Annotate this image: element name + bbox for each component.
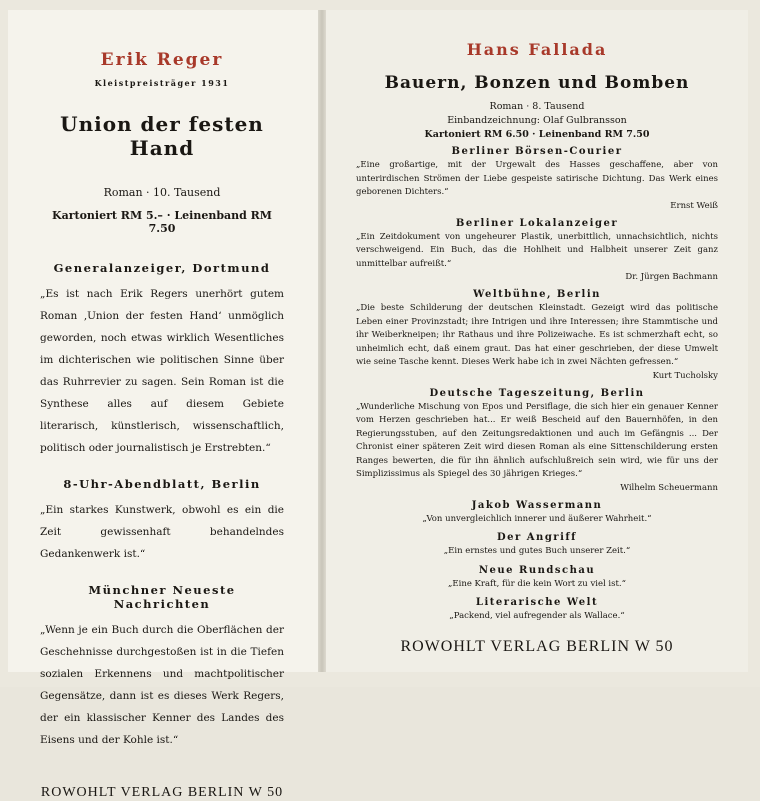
review-source: Literarische Welt bbox=[475, 597, 599, 608]
review-source: Neue Rundschau bbox=[478, 564, 596, 576]
center-fold bbox=[318, 10, 326, 672]
book-title: Bauern, Bonzen und Bomben bbox=[384, 73, 690, 93]
review-signature: Kurt Tucholsky bbox=[652, 370, 718, 381]
review-source: Weltbühne, Berlin bbox=[473, 289, 601, 300]
review-quote: „Wunderliche Mischung von Epos und Persiflage, die sich hier ein genauer Kenner vom Herzen geschrieben hat... Er weiß Bescheid auf den Bauernhöfen, in den Regierungsstuben, auf den Zeitungsredaktionen und auch im Gefängnis ... Der Chronist einer späteren Zeit wird diesen Roman als eine Sittenschilderung ersten Ranges bewerten, die für ihn ähnlich aufschlußreich sein wird, wie für uns der Simplizissimus als Spiegel des 30 jährigen Krieges.“ bbox=[356, 401, 718, 479]
review-source: 8-Uhr-Abendblatt, Berlin bbox=[63, 477, 261, 491]
right-page bbox=[326, 10, 748, 672]
publisher-line: ROWOHLT VERLAG BERLIN W 50 bbox=[400, 637, 674, 655]
review-source: Berliner Börsen-Courier bbox=[451, 146, 623, 157]
author-name: Hans Fallada bbox=[466, 40, 608, 59]
review-quote: „Ein starkes Kunstwerk, obwohl es ein die Zeit gewissenhaft behandelndes Gedankenwerk ist.“ bbox=[40, 504, 284, 560]
author-subtitle: Kleistpreisträger 1931 bbox=[94, 78, 230, 88]
review-source: Jakob Wassermann bbox=[471, 499, 603, 511]
review-source: Münchner Neueste Nachrichten bbox=[88, 583, 236, 611]
review-signature: Wilhelm Scheuermann bbox=[620, 482, 718, 493]
publisher-line: ROWOHLT VERLAG BERLIN W 50 bbox=[40, 785, 284, 800]
review-quote: „Von unvergleichlich innerer und äußerer Wahrheit.“ bbox=[422, 513, 652, 524]
review-source: Deutsche Tageszeitung, Berlin bbox=[429, 387, 645, 399]
review-quote: „Ein ernstes und gutes Buch unserer Zeit.“ bbox=[443, 546, 631, 556]
review-quote: „Ein Zeitdokument von ungeheurer Plastik, unerbittlich, unnachsichtlich, nichts verschweigend. Ein Buch, das die Hohlheit und Halbheit unserer Zeit ganz unmittelbar aufreißt.“ bbox=[356, 231, 718, 269]
cover-artist-info: Einbandzeichnung: Olaf Gulbransson bbox=[447, 115, 627, 126]
review-quote: „Es ist nach Erik Regers unerhört gutem Roman ‚Union der festen Hand‘ unmöglich geworden, noch etwas wirklich Wesentliches im dichterischen wie politischen Sinne über das Ruhrrevier zu sagen. Sein Roman ist die Synthese alles auf diesem Gebiete literarisch, künstlerisch, wissenschaftlich, politisch oder journalistisch je Erstrebten.“ bbox=[40, 288, 284, 454]
review-signature: Ernst Weiß bbox=[670, 200, 718, 211]
edition-info: Roman · 10. Tausend bbox=[103, 186, 221, 199]
price-info: Kartoniert RM 6.50 · Leinenband RM 7.50 bbox=[424, 129, 650, 140]
edition-info: Roman · 8. Tausend bbox=[489, 101, 585, 112]
price-info: Kartoniert RM 5.– · Leinenband RM 7.50 bbox=[52, 209, 272, 235]
review-signature: Dr. Jürgen Bachmann bbox=[625, 272, 718, 282]
review-source: Berliner Lokalanzeiger bbox=[455, 217, 619, 229]
review-quote: „Eine großartige, mit der Urgewalt des Hasses geschaffene, aber von unterirdischen Strömen der Liebe gespeiste satirische Dichtung. Das Werk eines geborenen Dichters.“ bbox=[356, 160, 718, 197]
review-quote: „Die beste Schilderung der deutschen Kleinstadt. Gezeigt wird das politische Leben einer Provinzstadt; ihre Intrigen und ihre Interessen; ihre Stammtische und ihr Weiberkneipen; ihr Rathaus und ihre Polizeiwache. Es ist schmerzhaft echt, so unheimlich echt, daß einem graut. Das hat einer geschrieben, der diese Umwelt wie seine Tasche kennt. Dieses Werk habe ich in zwei Nächten gefressen.“ bbox=[356, 303, 718, 367]
review-quote: „Eine Kraft, für die kein Wort zu viel ist.“ bbox=[448, 578, 626, 589]
author-name: Erik Reger bbox=[100, 50, 224, 70]
review-source: Der Angriff bbox=[497, 532, 577, 543]
book-title: Union der festen Hand bbox=[60, 112, 264, 160]
left-page bbox=[8, 10, 318, 800]
review-source: Generalanzeiger, Dortmund bbox=[53, 261, 271, 275]
review-quote: „Packend, viel aufregender als Wallace.“ bbox=[449, 611, 625, 621]
review-quote: „Wenn je ein Buch durch die Oberflächen der Geschehnisse durchgestoßen ist in die Tiefen sozialen Erkennens und machtpolitischer Gegensätze, dann ist es dieses Werk Regers, der ein klassischer Kenner des Landes des Eisens und der Kohle ist.“ bbox=[40, 624, 284, 746]
